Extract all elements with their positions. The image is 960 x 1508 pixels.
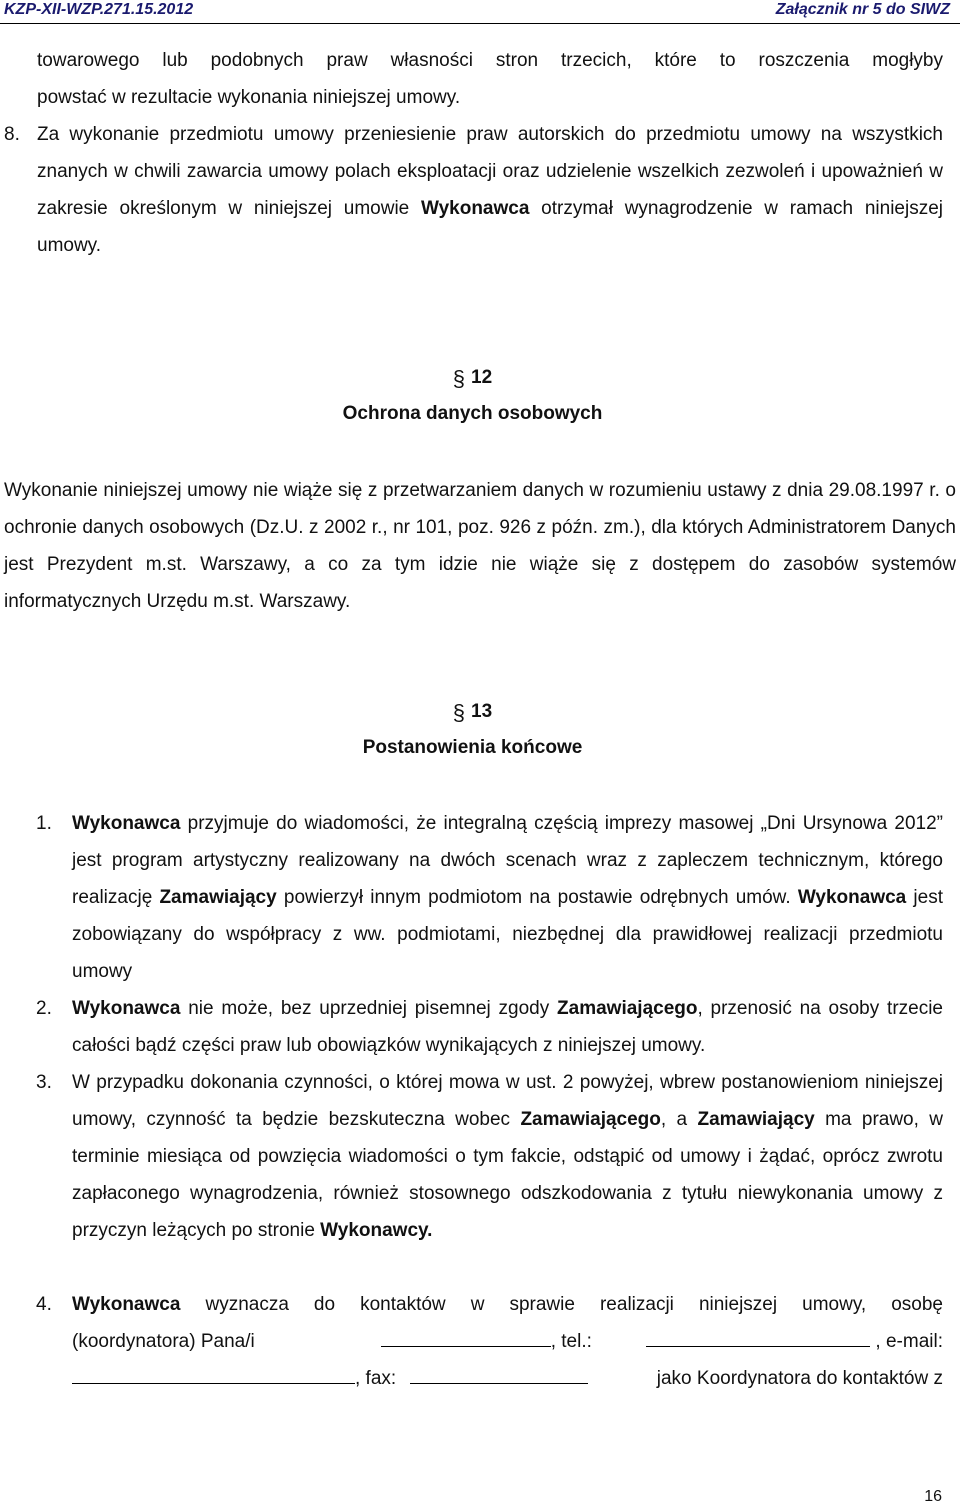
section-13-title: Postanowienia końcowe bbox=[362, 737, 583, 758]
page-number: 16 bbox=[924, 1488, 942, 1505]
item-text-bold: Wykonawca bbox=[421, 198, 530, 219]
item-text-part: , a bbox=[660, 1109, 698, 1130]
item-text-part: , przenosić na osoby trzecie całości bądź części praw lub obowiązków wynikających z niniejszej umowy. bbox=[72, 998, 943, 1056]
section-12-number bbox=[0, 366, 945, 392]
clause-item-8 bbox=[4, 116, 943, 264]
section-12-title: Ochrona danych osobowych bbox=[342, 403, 603, 424]
item-text bbox=[72, 1064, 943, 1249]
item-text-part: , e-mail: bbox=[875, 1331, 943, 1352]
item-text bbox=[72, 805, 943, 990]
item-text-part: , fax: bbox=[355, 1368, 397, 1389]
section-13-number bbox=[0, 700, 945, 726]
continuation-line-2: powstać w rezultacie wykonania niniejszej umowy. bbox=[37, 87, 461, 108]
item-text-part: wyznacza do kontaktów w sprawie realizacji niniejszej umowy, osobę bbox=[180, 1294, 943, 1315]
document-reference: KZP-XII-WZP.271.15.2012 bbox=[4, 1, 194, 18]
item-text-part: ma prawo, w terminie miesiąca od powzięcia wiadomości o tym fakcie, odstąpić od umowy i żądać, oprócz zwrotu zapłaconego wynagrodzenia, również stosownego odszkodowania z tytułu niewykonania umowy z przyczyn leżących po stronie bbox=[72, 1109, 943, 1241]
item-text-bold: Wykonawca bbox=[72, 998, 181, 1019]
item-text-part: przyjmuje do wiadomości, że integralną częścią imprezy masowej „Dni Ursynowa 2012” jest program artystyczny realizowany na dwóch scenach wraz z zapleczem technicznym, którego realizację bbox=[72, 813, 943, 908]
section-number: 12 bbox=[471, 367, 493, 388]
item-text-part: Za wykonanie przedmiotu umowy przeniesienie praw autorskich do przedmiotu umowy na wszystkich znanych w chwili zawarcia umowy polach eksploatacji oraz udzielenie wszelkich zezwoleń i upoważnień w zakresie określonym w niniejszej umowie bbox=[37, 124, 943, 219]
list-item bbox=[36, 990, 943, 1064]
item-number: 8. bbox=[4, 124, 20, 145]
item-text-bold: Zamawiający bbox=[159, 887, 277, 908]
item-text-part: nie może, bez uprzedniej pisemnej zgody bbox=[180, 998, 558, 1019]
item-text-part: otrzymał wynagrodzenie w ramach niniejszej umowy. bbox=[37, 198, 943, 256]
item-number: 3. bbox=[36, 1072, 52, 1093]
item-number: 2. bbox=[36, 998, 52, 1019]
paragraph-sign: § bbox=[452, 700, 466, 725]
fax-field[interactable] bbox=[410, 1363, 588, 1384]
attachment-label: Załącznik nr 5 do SIWZ bbox=[775, 1, 950, 18]
phone-field[interactable] bbox=[646, 1326, 870, 1347]
page-header bbox=[0, 0, 960, 22]
section-12-body: Wykonanie niniejszej umowy nie wiąże się z przetwarzaniem danych w rozumieniu ustawy z dnia 29.08.1997 r. o ochronie danych osobowych (Dz.U. z 2002 r., nr 101, poz. 926 z późn. zm.), dla których Administratorem Danych jest Prezydent m.st. Warszawy, a co za tym idzie nie wiąże się z dostępem do zasobów systemów informatycznych Urzędu m.st. Warszawy. bbox=[4, 480, 956, 612]
item-text bbox=[72, 1286, 943, 1397]
item-text-bold: Wykonawca bbox=[72, 1294, 181, 1315]
item-text-part: jako Koordynatora do kontaktów z bbox=[656, 1368, 943, 1389]
item-text-part: (koordynatora) Pana/i bbox=[72, 1331, 255, 1352]
item-text-bold: Zamawiającego bbox=[520, 1109, 661, 1130]
item-text-bold: Zamawiający bbox=[697, 1109, 815, 1130]
item-line bbox=[72, 1286, 943, 1323]
item-text-bold: Wykonawcy. bbox=[320, 1220, 433, 1241]
item-text-part: , tel.: bbox=[550, 1331, 592, 1352]
item-text-bold: Wykonawca bbox=[72, 813, 181, 834]
coordinator-name-field[interactable] bbox=[381, 1326, 551, 1347]
item-number: 1. bbox=[36, 813, 52, 834]
item-text-part: jest zobowiązany do współpracy z ww. podmiotami, niezbędnej dla prawidłowej realizacji przedmiotu umowy bbox=[72, 887, 943, 982]
item-line bbox=[72, 1323, 943, 1360]
continuation-text bbox=[37, 42, 943, 116]
item-text-bold: Zamawiającego bbox=[557, 998, 698, 1019]
list-item bbox=[36, 1286, 943, 1397]
header-rule bbox=[0, 23, 960, 24]
item-text-part: W przypadku dokonania czynności, o której mowa w ust. 2 powyżej, wbrew postanowieniom niniejszej umowy, czynność ta będzie bezskuteczna wobec bbox=[72, 1072, 943, 1130]
item-text-part: powierzył innym podmiotom na postawie odrębnych umów. bbox=[276, 887, 798, 908]
section-number: 13 bbox=[471, 701, 493, 722]
item-line bbox=[72, 1360, 943, 1397]
list-item bbox=[36, 1064, 943, 1249]
list-item bbox=[36, 805, 943, 990]
item-number: 4. bbox=[36, 1294, 52, 1315]
continuation-line-1: towarowego lub podobnych praw własności stron trzecich, które to roszczenia mogłyby bbox=[37, 50, 943, 71]
item-text bbox=[37, 116, 943, 264]
email-field[interactable] bbox=[72, 1363, 355, 1384]
paragraph-sign: § bbox=[452, 366, 466, 391]
item-text bbox=[72, 990, 943, 1064]
item-text-bold: Wykonawca bbox=[797, 887, 907, 908]
